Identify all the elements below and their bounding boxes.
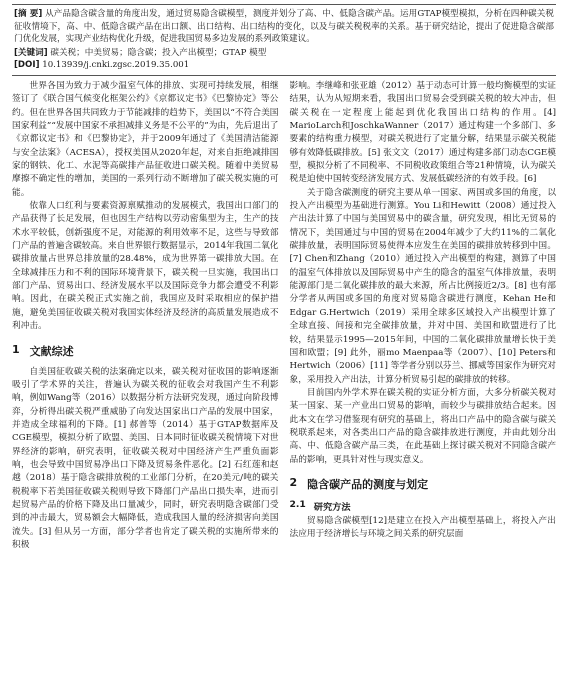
keywords-text: 碳关税；中美贸易；隐含碳；投入产出模型；GTAP 模型	[50, 47, 267, 58]
section-heading-1	[12, 343, 279, 359]
body-columns	[12, 80, 556, 552]
intro-paragraph: 依靠人口红利与要素资源禀赋推动的发展模式，我国出口部门的产品获得了长足发展，但也因生产结构以劳动密集型为主，生产的技术水平较低，创新强度不足，对能源的利用效率不足，这些与导致部门产品的普遍含碳较高。来自世界银行数据显示，2014年我国二氧化碳排放量占世界总排放量的28.48%，成为世界第一碳排放大国。在全球减排压力和不利的国际环境背景下，碳关税一旦实施，我国出口部门产品、贸易出口、经济发展水平以及国际竞争力都会遭受不利影响。因此，在碳关税正式实施之前，我国应及时采取相应的保护措施，避免美国征收碳关税对我国实体经济及经济的高质量发展造成不利冲击。	[12, 201, 279, 332]
review-paragraph: 关于隐含碳测度的研究主要从单一国家、两国或多国的角度，以投入产出模型为基础进行测算。You Li和Hewitt（2008）通过投入产出法计算了中国与美国贸易中的碳含量，研究发现，相比无贸易的情况下，美国通过与中国的贸易在2004年减少了大约11%的二氧化碳排放量，表明国际贸易使得本应发生在美国的碳排放转移到中国。[7] Chen和Zhang（2010）通过投入产出模型的构建，测算了中国的温室气体排放以及国际贸易中产生的隐含的温室气体排放量，表明能源部门是二氧化碳排放的最大来源，所占比例接近2/3。[8] 也有部分学者从两国或多国的角度对贸易隐含碳进行测度，Kehan He和Edgar G.Hertwich（2019）采用全球多区域投入产出模型计算了全球直接、间接和完全碳排放量，并对中国、美国和欧盟进行了比较，结果显示1995—2015年间，中国的二氧化碳排放量增长快于美国和欧盟；[9] 此外，丽mo Maenpaa等（2007）、[10] Peters和Hertwich（2006）[11] 等学者分别以芬兰、挪威等国家作为研究对象，采用投入产出法，计算分析贸易引起的碳排放的转移。	[289, 187, 556, 385]
keywords-label: [关键词]	[14, 47, 48, 58]
right-column	[290, 80, 557, 552]
method-paragraph: 贸易隐含碳模型[12]是建立在投入产出模型基础上，将投入产出法应用于经济增长与环境之间关系的研究层面	[289, 515, 556, 540]
section-heading-2	[290, 476, 557, 492]
section-title: 文献综述	[29, 344, 74, 358]
doi	[14, 59, 554, 72]
review-paragraph: 目前国内外学术界在碳关税的实证分析方面，大多分析碳关税对某一国家、某一产业出口贸易的影响，而较少与碳排放结合起来。因此本文在学习借鉴现有研究的基础上，将出口产品中的隐含碳与碳关税联系起来，对各类出口产品的隐含碳排放进行测度，并由此划分出高、中、低隐含碳产品三类，在此基础上探讨碳关税对不同隐含碳产品的影响，更具针对性与现实意义。	[289, 387, 556, 465]
left-column	[12, 80, 279, 552]
abstract-block	[12, 4, 556, 76]
subsection-number: 2.1	[289, 498, 306, 510]
subsection-heading-2-1	[290, 499, 557, 513]
abstract-label: [摘 要]	[14, 9, 43, 19]
doi-text: 10.13939/j.cnki.zgsc.2019.35.001	[42, 60, 190, 71]
abstract-text: 从产品隐含碳含量的角度出发，通过贸易隐含碳模型，测度并划分了高、中、低隐含碳产品。运用GTAP模型模拟，分析在四种碳关税征收情境下，高、中、低隐含碳产品在出口额、出口结构、出口结构的变化，以及与碳关税税率的关系。基于研究结论，提出了促进隐含碳部门优化发展，实现产业结构优化升级，促进我国贸易多边发展的系列政策建议。	[14, 9, 554, 45]
section-title: 隐含碳产品的测度与划定	[307, 477, 429, 491]
intro-paragraph: 世界各国为致力于减少温室气体的排放、实现可持续发展，相继签订了《联合国气候变化框架公约》《京都议定书》《巴黎协定》等公约。但在世界各国共同致力于节能减排的趋势下，美国以“不符合美国国家利益”“发展中国家不承担减排义务是不公平的”为由，先后退出了《京都议定书》和《巴黎协定》，并于2009年通过了《美国清洁能源与安全法案》（ACESA），授权美国从2020年起，对来自拒绝减排国家的钢铁、化工、水泥等高碳排产品征收进口碳关税。随着中美贸易摩擦不确定性的增加，美国的一系列行动不断增加了碳关税实施的可能。	[12, 80, 279, 198]
abstract	[14, 8, 554, 46]
doi-label: [DOI]	[14, 60, 40, 71]
section-number: 1	[12, 342, 20, 356]
review-paragraph-continued: 影响。李继峰和张亚雄（2012）基于动态可计算一般均衡模型的实证结果，认为从短期来看，我国出口贸易会受到碳关税的较大冲击，但碳关税在一定程度上能起到优化我国出口结构的作用。[4] MarioLarch和JoschkaWanner（2017）通过构建一个多部门、多要素的结构重力模型，对碳关税进行了定量分解，结果显示碳关税能够有效降低碳排放。[5] 张文文（2017）通过构建多部门动态CGE模型，模拟分析了不同税率、不同税收政策组合等21种情境，认为碳关税是迫使中国转变经济发展方式、发展低碳经济的有效手段。[6]	[289, 80, 556, 185]
keywords	[14, 47, 554, 60]
section-number: 2	[289, 475, 298, 489]
subsection-title: 研究方法	[313, 501, 351, 513]
review-paragraph: 自美国征收碳关税的法案确定以来，碳关税对征收国的影响逐渐吸引了学术界的关注，普遍认为碳关税的征收会对我国产生不利影响，例如Wang等（2016）以数据分析方法研究发现，通过向阶段博弈，分析得出碳关税严重威胁了向发达国家出口产品的发展中国家，并造成全球福利的下降。[1] 郝普等（2014）基于GTAP数据库及CGE模型，模拟分析了欧盟、美国、日本同时征收碳关税情境下对世界经济的影响，研究表明，征收碳关税对中国经济产生严重负面影响，也会导致中国贸易净出口下降及贸易条件恶化。[2] 石红莲和赵越（2018）基于隐含碳排放税的工业部门分析，在20美元/吨的碳关税税率下若美国征收碳关税则导致下降部门产品出口损失率，进而引起贸易产品的价格下降及出口量减少，同时，研究表明隐含碳部门受到的冲击最大，贸易额会大幅降低，造成我国人量的经济损害向美国流失。[3] 但从另一方面，部分学者也肯定了碳关税的实施所带来的积极	[12, 366, 279, 550]
